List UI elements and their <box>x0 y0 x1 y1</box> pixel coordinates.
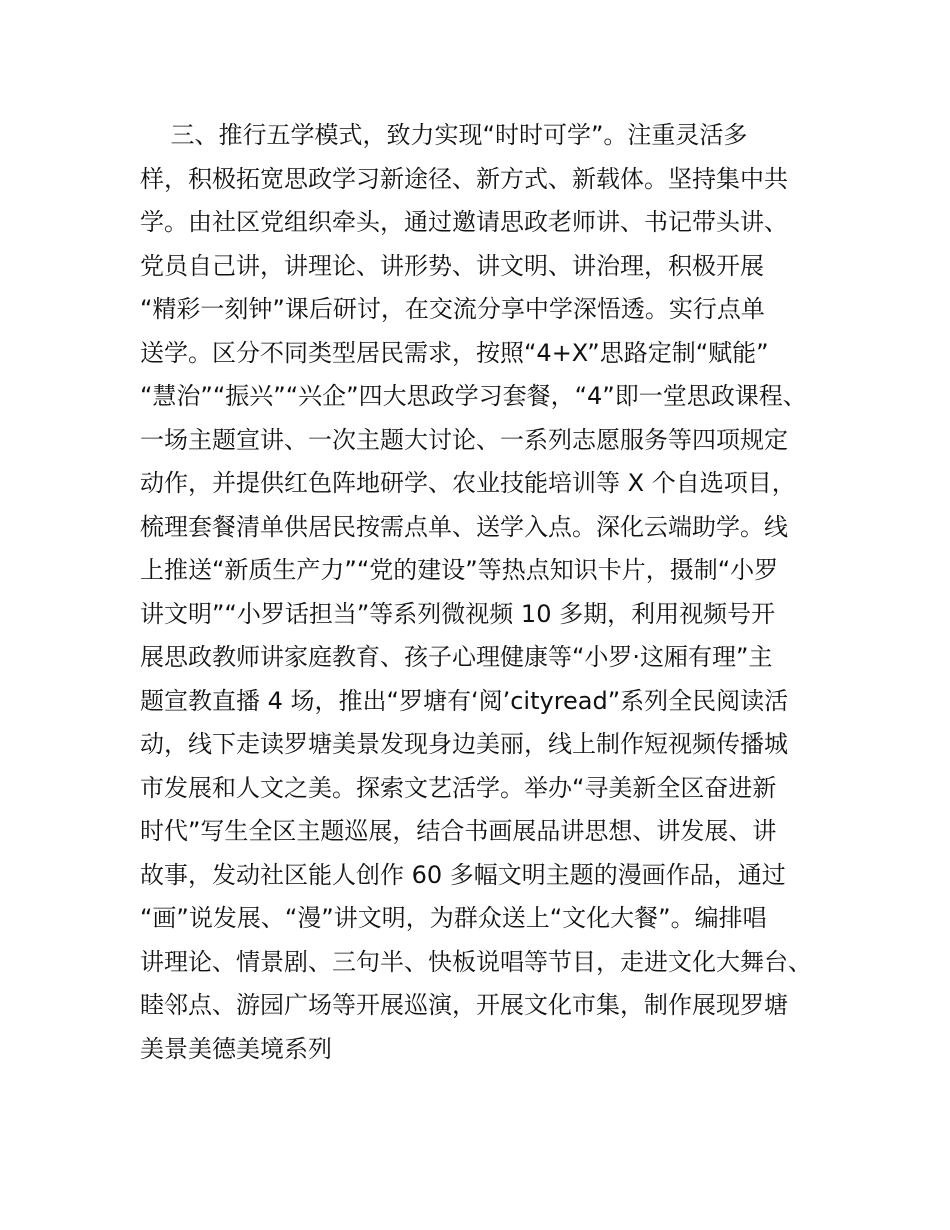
text-line: 送学。区分不同类型居民需求，按照“4+X”思路定制“赋能” <box>140 338 769 367</box>
text-line: “精彩一刻钟”课后研讨，在交流分享中学深悟透。实行点单 <box>140 295 765 323</box>
text-line: 动作，并提供红色阵地研学、农业技能培训等 X 个自选项目， <box>140 469 796 497</box>
text-line: 睦邻点、游园广场等开展巡演，开展文化市集，制作展现罗塘 <box>140 991 788 1019</box>
text-line: 样，积极拓宽思政学习新途径、新方式、新载体。坚持集中共 <box>140 164 788 193</box>
text-line: “慧治”“振兴”“兴企”四大思政学习套餐，“4”即一堂思政课程、 <box>140 382 807 410</box>
text-line: 展思政教师讲家庭教育、孩子心理健康等“小罗·这厢有理”主 <box>140 643 773 671</box>
text-line: 梳理套餐清单供居民按需点单、送学入点。深化云端助学。线 <box>140 512 788 541</box>
text-line: 上推送“新质生产力”“党的建设”等热点知识卡片，摄制“小罗 <box>140 556 779 584</box>
text-line: 学。由社区党组织牵头，通过邀请思政老师讲、书记带头讲、 <box>140 208 788 236</box>
text-line: “画”说发展、“漫”讲文明，为群众送上“文化大餐”。编排唱 <box>140 904 767 932</box>
text-line: 讲理论、情景剧、三句半、快板说唱等节目，走进文化大舞台、 <box>140 947 812 976</box>
text-line: 故事，发动社区能人创作 60 多幅文明主题的漫画作品，通过 <box>140 860 786 889</box>
text-line: 时代”写生全区主题巡展，结合书画展品讲思想、讲发展、讲 <box>140 817 777 845</box>
text-line: 讲文明”“小罗话担当”等系列微视频 10 多期，利用视频号开 <box>140 599 776 628</box>
body-paragraph <box>140 114 840 1071</box>
text-line: 市发展和人文之美。探索文艺活学。举办“寻美新全区奋进新 <box>140 773 777 802</box>
text-line: 一场主题宣讲、一次主题大讨论、一系列志愿服务等四项规定 <box>140 425 788 454</box>
text-line: 三、推行五学模式，致力实现“时时可学”。注重灵活多 <box>140 121 748 149</box>
text-line: 动，线下走读罗塘美景发现身边美丽，线上制作短视频传播城 <box>140 730 788 758</box>
text-line: 党员自己讲，讲理论、讲形势、讲文明、讲治理，积极开展 <box>140 251 764 280</box>
text-line: 题宣教直播 4 场，推出“罗塘有‘阅’cityread”系列全民阅读活 <box>140 686 789 715</box>
text-line: 美景美德美境系列 <box>140 1034 332 1063</box>
